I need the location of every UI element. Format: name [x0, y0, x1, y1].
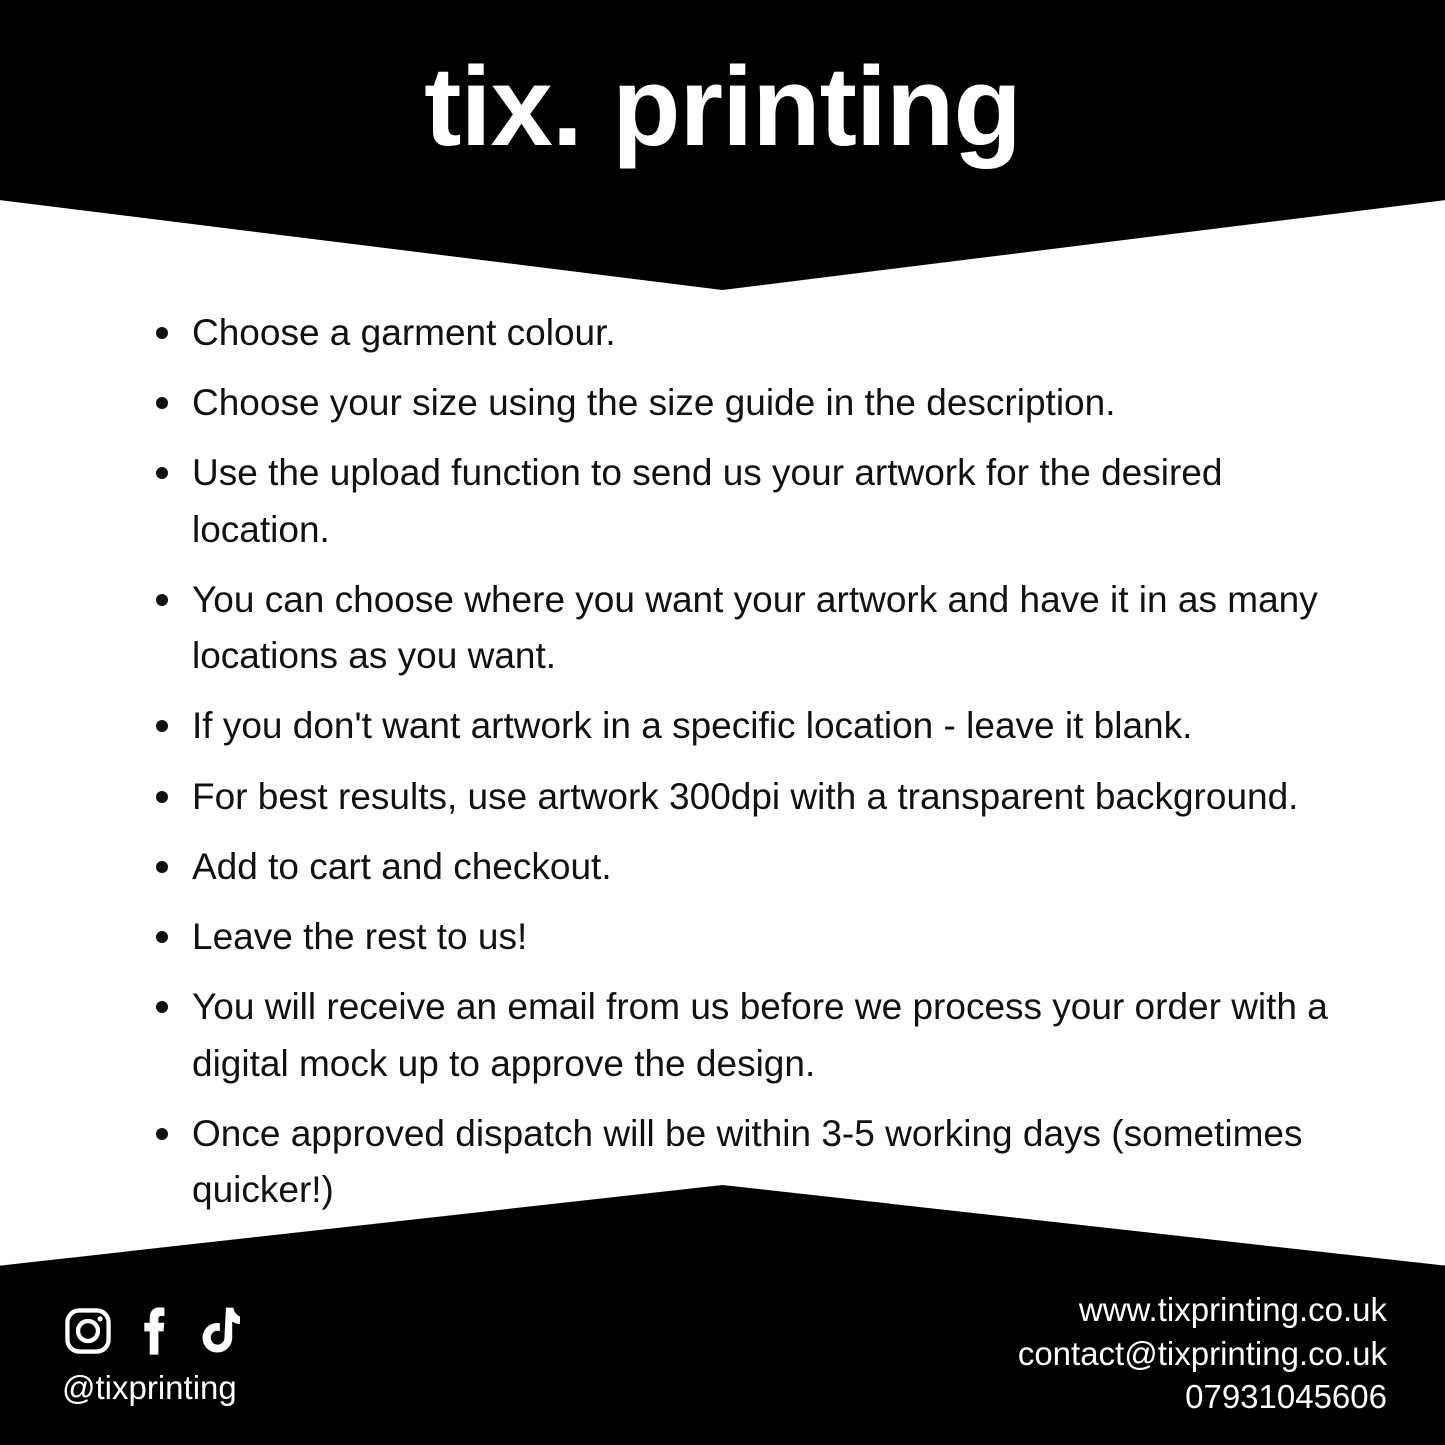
list-item: Choose your size using the size guide in the description.	[140, 375, 1360, 431]
list-item: Choose a garment colour.	[140, 305, 1360, 361]
contact-phone[interactable]: 07931045606	[1185, 1378, 1387, 1416]
social-block	[62, 1305, 240, 1407]
page-title: tix. printing	[424, 44, 1021, 169]
list-item: You can choose where you want your artwork and have it in as many locations as you want.	[140, 572, 1360, 684]
list-item: Add to cart and checkout.	[140, 839, 1360, 895]
contact-website[interactable]: www.tixprinting.co.uk	[1078, 1291, 1387, 1329]
list-item: You will receive an email from us before we process your order with a digital mock up to approve the design.	[140, 979, 1360, 1091]
list-item: If you don't want artwork in a specific location - leave it blank.	[140, 698, 1360, 754]
instructions-list	[140, 305, 1360, 1218]
facebook-icon[interactable]	[136, 1305, 176, 1357]
tiktok-icon[interactable]	[198, 1305, 240, 1357]
list-item: Once approved dispatch will be within 3-5 working days (sometimes quicker!)	[140, 1106, 1360, 1218]
instagram-icon[interactable]	[62, 1305, 114, 1357]
list-item: For best results, use artwork 300dpi with a transparent background.	[140, 769, 1360, 825]
contact-block	[1018, 1288, 1387, 1419]
list-item: Use the upload function to send us your artwork for the desired location.	[140, 445, 1360, 557]
list-item: Leave the rest to us!	[140, 909, 1360, 965]
contact-email[interactable]: contact@tixprinting.co.uk	[1017, 1334, 1387, 1372]
social-handle: @tixprinting	[62, 1369, 237, 1406]
instructions-section	[140, 305, 1360, 1232]
social-icons	[62, 1305, 240, 1357]
